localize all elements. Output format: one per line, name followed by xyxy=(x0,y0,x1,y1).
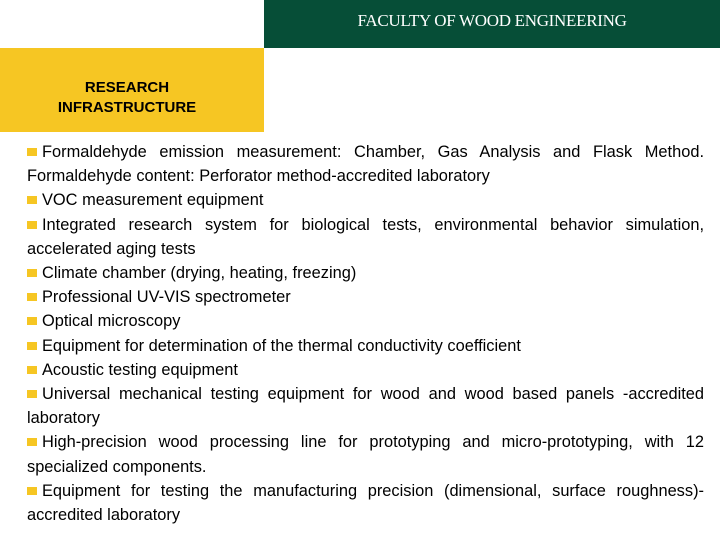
square-bullet-icon xyxy=(27,487,37,495)
list-item xyxy=(27,285,704,309)
section-title-line-1: RESEARCH xyxy=(84,79,170,96)
list-item xyxy=(27,188,704,212)
square-bullet-icon xyxy=(27,293,37,301)
list-item xyxy=(27,358,704,382)
list-item-text: Formaldehyde emission measurement: Chamber, Gas Analysis and Flask Method. Formaldehyde content: Perforator method-accredited laboratory xyxy=(27,143,704,186)
header-bar xyxy=(0,0,720,48)
square-bullet-icon xyxy=(27,196,37,204)
list-item xyxy=(27,261,704,285)
square-bullet-icon xyxy=(27,317,37,325)
list-item-text: Universal mechanical testing equipment for wood and wood based panels -accredited laboratory xyxy=(27,385,704,428)
list-item-text: Professional UV-VIS spectrometer xyxy=(42,288,291,307)
list-item xyxy=(27,309,704,333)
section-title-line-2: INFRASTRUCTURE xyxy=(57,99,197,116)
header-left-block xyxy=(0,0,264,48)
list-item-text: Equipment for determination of the thermal conductivity coefficient xyxy=(42,336,521,355)
list-item-text: Acoustic testing equipment xyxy=(42,360,238,379)
list-item xyxy=(27,140,704,188)
square-bullet-icon xyxy=(27,438,37,446)
list-item-text: Climate chamber (drying, heating, freezing) xyxy=(42,264,357,283)
square-bullet-icon xyxy=(27,366,37,374)
section-title xyxy=(0,78,254,118)
square-bullet-icon xyxy=(27,148,37,156)
list-item-text: High-precision wood processing line for prototyping and micro-prototyping, with 12 specialized components. xyxy=(27,433,704,476)
faculty-title: FACULTY OF WOOD ENGINEERING xyxy=(357,11,627,30)
square-bullet-icon xyxy=(27,269,37,277)
square-bullet-icon xyxy=(27,221,37,229)
list-item xyxy=(27,334,704,358)
list-item-text: Integrated research system for biological tests, environmental behavior simulation, accelerated aging tests xyxy=(27,215,704,258)
list-item-text: VOC measurement equipment xyxy=(42,191,264,210)
square-bullet-icon xyxy=(27,390,37,398)
list-item xyxy=(27,382,704,430)
square-bullet-icon xyxy=(27,342,37,350)
list-item-text: Optical microscopy xyxy=(42,312,181,331)
list-item xyxy=(27,479,704,527)
infrastructure-list xyxy=(27,140,704,527)
list-item xyxy=(27,430,704,478)
list-item xyxy=(27,213,704,261)
list-item-text: Equipment for testing the manufacturing precision (dimensional, surface roughness)-accredited laboratory xyxy=(27,481,704,525)
